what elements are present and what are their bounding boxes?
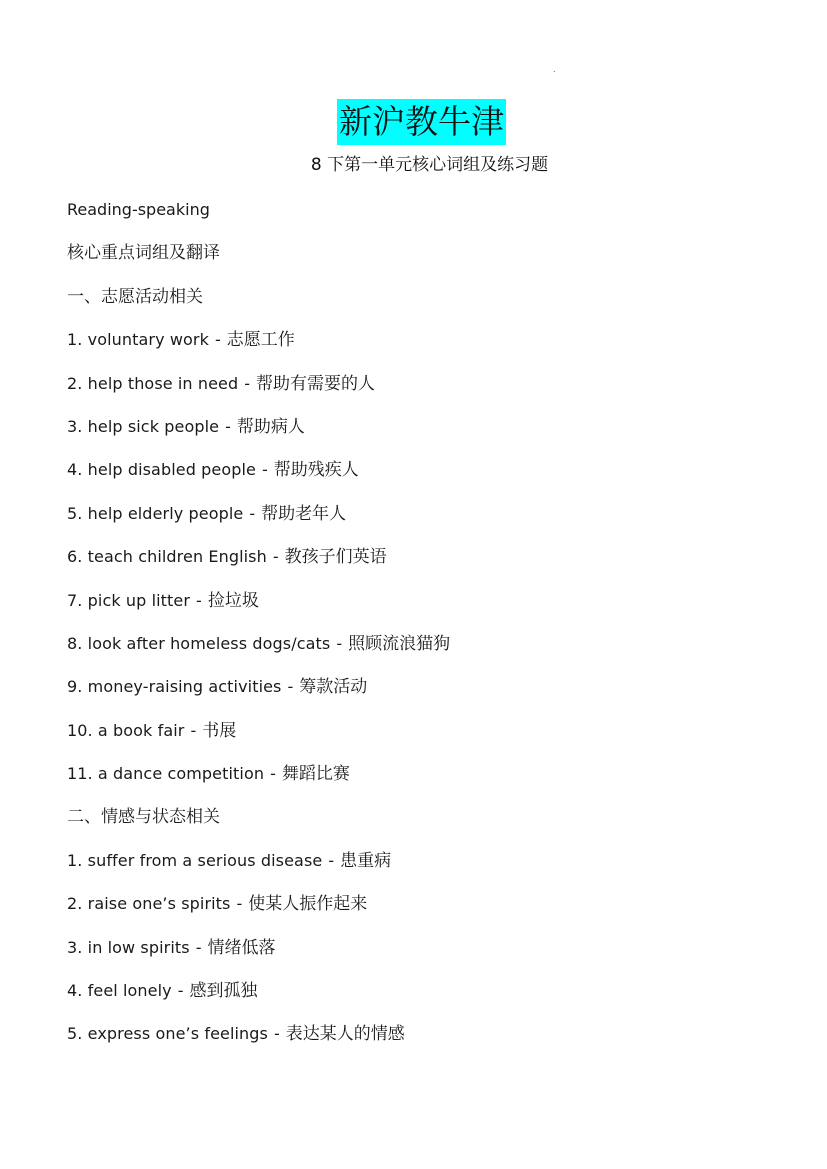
phrase-chinese: 照顾流浪猫狗 bbox=[348, 633, 451, 654]
vocab-item bbox=[67, 762, 767, 805]
core-label: 核心重点词组及翻译 bbox=[67, 243, 220, 264]
vocab-item bbox=[67, 632, 767, 675]
phrase-separator: - bbox=[225, 416, 231, 436]
phrase-chinese: 患重病 bbox=[340, 850, 392, 871]
phrase-chinese: 帮助残疾人 bbox=[273, 460, 359, 481]
corner-mark: . bbox=[553, 65, 556, 74]
phrase-chinese: 筹款活动 bbox=[299, 677, 368, 698]
vocab-item bbox=[67, 675, 767, 718]
phrase-chinese: 捡垃圾 bbox=[207, 590, 259, 611]
phrase-english: 6. teach children English bbox=[67, 547, 267, 567]
phrase-english: 7. pick up litter bbox=[67, 590, 191, 610]
vocab-item bbox=[67, 545, 767, 588]
group-heading-emotions: 二、情感与状态相关 bbox=[67, 807, 220, 828]
document-title: 新沪教牛津 bbox=[337, 99, 506, 145]
phrase-separator: - bbox=[214, 330, 221, 350]
phrase-separator: - bbox=[195, 937, 202, 957]
phrase-chinese: 帮助老年人 bbox=[261, 503, 347, 524]
vocab-item bbox=[67, 415, 767, 458]
phrase-separator: - bbox=[328, 850, 335, 870]
section-label: Reading-speaking bbox=[67, 200, 210, 219]
phrase-separator: - bbox=[262, 460, 268, 480]
phrase-chinese: 帮助病人 bbox=[236, 416, 305, 437]
phrase-english: 9. money-raising activities bbox=[67, 677, 282, 697]
phrase-chinese: 使某人振作起来 bbox=[248, 894, 368, 915]
vocab-item bbox=[67, 328, 767, 371]
phrase-chinese: 书展 bbox=[202, 720, 237, 741]
vocab-item bbox=[67, 1022, 767, 1065]
vocab-item bbox=[67, 979, 767, 1022]
phrase-chinese: 帮助有需要的人 bbox=[256, 373, 376, 394]
phrase-english: 3. help sick people bbox=[67, 416, 220, 436]
phrase-english: 8. look after homeless dogs/cats bbox=[67, 633, 331, 653]
vocab-item bbox=[67, 589, 767, 632]
phrase-english: 11. a dance competition bbox=[67, 764, 265, 784]
phrase-separator: - bbox=[249, 503, 256, 523]
phrase-separator: - bbox=[244, 373, 251, 393]
phrase-separator: - bbox=[336, 633, 343, 653]
phrase-chinese: 表达某人的情感 bbox=[285, 1024, 405, 1045]
phrase-chinese: 感到孤独 bbox=[189, 981, 258, 1002]
document-body bbox=[67, 198, 767, 1066]
phrase-chinese: 教孩子们英语 bbox=[284, 547, 387, 568]
vocab-item bbox=[67, 936, 767, 979]
phrase-separator: - bbox=[274, 1024, 280, 1044]
phrase-separator: - bbox=[287, 677, 294, 697]
vocab-item bbox=[67, 719, 767, 762]
phrase-english: 5. help elderly people bbox=[67, 503, 244, 523]
vocab-item bbox=[67, 892, 767, 935]
phrase-separator: - bbox=[236, 894, 243, 914]
phrase-english: 4. help disabled people bbox=[67, 460, 256, 480]
phrase-separator: - bbox=[190, 720, 197, 740]
phrase-separator: - bbox=[272, 547, 279, 567]
phrase-english: 1. suffer from a serious disease bbox=[67, 850, 323, 870]
phrase-english: 2. raise one’s spirits bbox=[67, 894, 231, 914]
group-heading-volunteer: 一、志愿活动相关 bbox=[67, 286, 203, 307]
phrase-english: 10. a book fair bbox=[67, 720, 185, 740]
phrase-english: 5. express one’s feelings bbox=[67, 1024, 268, 1044]
title-container bbox=[0, 99, 827, 145]
phrase-chinese: 志愿工作 bbox=[226, 330, 295, 351]
phrase-english: 4. feel lonely bbox=[67, 981, 172, 1001]
phrase-english: 1. voluntary work bbox=[67, 330, 209, 350]
document-subtitle: 8 下第一单元核心词组及练习题 bbox=[310, 155, 549, 175]
phrase-separator: - bbox=[196, 590, 202, 610]
vocab-item bbox=[67, 502, 767, 545]
vocab-item bbox=[67, 372, 767, 415]
vocab-item bbox=[67, 849, 767, 892]
vocab-item bbox=[67, 458, 767, 501]
phrase-chinese: 舞蹈比赛 bbox=[281, 764, 350, 785]
phrase-english: 2. help those in need bbox=[67, 373, 239, 393]
phrase-separator: - bbox=[177, 981, 184, 1001]
phrase-chinese: 情绪低落 bbox=[207, 937, 276, 958]
phrase-english: 3. in low spirits bbox=[67, 937, 190, 957]
phrase-separator: - bbox=[270, 764, 276, 784]
